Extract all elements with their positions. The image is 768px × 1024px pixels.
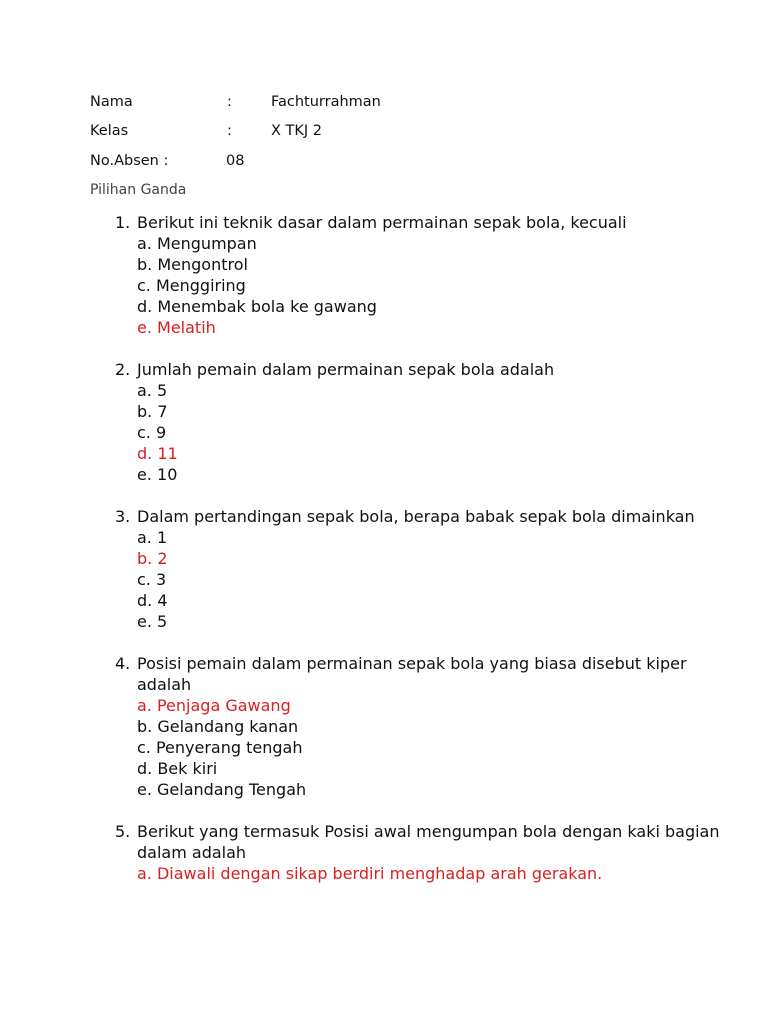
- class-label: Kelas: [90, 123, 129, 139]
- answer-option: b. Mengontrol: [137, 255, 248, 274]
- answer-option: d. 4: [137, 591, 168, 610]
- answer-option: d. Menembak bola ke gawang: [137, 297, 377, 316]
- name-colon: :: [227, 94, 232, 110]
- answer-option: c. Penyerang tengah: [137, 738, 303, 757]
- answer-option: e. Gelandang Tengah: [137, 780, 307, 799]
- answer-option: b. Gelandang kanan: [137, 717, 299, 736]
- question-number: 1.: [115, 213, 131, 232]
- question-number: 3.: [115, 507, 131, 526]
- question-list: [115, 212, 735, 905]
- answer-option: c. 9: [137, 423, 167, 442]
- class-value: X TKJ 2: [271, 123, 323, 139]
- question-text: Jumlah pemain dalam permainan sepak bola adalah: [137, 360, 555, 379]
- question-number: 5.: [115, 822, 131, 841]
- answer-option: a. 1: [137, 528, 168, 547]
- name-value: Fachturrahman: [271, 94, 381, 110]
- answer-option: c. 3: [137, 570, 167, 589]
- absen-row: [90, 151, 590, 171]
- question-number: 4.: [115, 654, 131, 673]
- answer-option: a. 5: [137, 381, 168, 400]
- question-item: [115, 359, 735, 485]
- name-label: Nama: [90, 94, 133, 110]
- answer-option-correct: b. 2: [137, 549, 168, 568]
- answer-option: a. Mengumpan: [137, 234, 257, 253]
- answer-option-correct: d. 11: [137, 444, 178, 463]
- question-item: [115, 212, 735, 338]
- question-item: [115, 506, 735, 632]
- answer-option: e. 10: [137, 465, 178, 484]
- class-colon: :: [227, 123, 232, 139]
- question-text: Berikut ini teknik dasar dalam permainan sepak bola, kecuali: [137, 213, 627, 232]
- question-text: Posisi pemain dalam permainan sepak bola yang biasa disebut kiper adalah: [137, 654, 687, 694]
- answer-option-correct: a. Penjaga Gawang: [137, 696, 291, 715]
- answer-option-correct: a. Diawali dengan sikap berdiri menghadap arah gerakan.: [137, 864, 603, 883]
- answer-option: e. 5: [137, 612, 168, 631]
- answer-option: d. Bek kiri: [137, 759, 218, 778]
- answer-option: c. Menggiring: [137, 276, 246, 295]
- question-item: [115, 821, 735, 884]
- absen-label: No.Absen :: [90, 153, 169, 169]
- question-number: 2.: [115, 360, 131, 379]
- answer-option: b. 7: [137, 402, 168, 421]
- question-text: Dalam pertandingan sepak bola, berapa babak sepak bola dimainkan: [137, 507, 695, 526]
- absen-value: 08: [226, 153, 245, 169]
- section-title: Pilihan Ganda: [90, 182, 187, 198]
- question-text: Berikut yang termasuk Posisi awal mengumpan bola dengan kaki bagian dalam adalah: [137, 822, 720, 862]
- answer-option-correct: e. Melatih: [137, 318, 216, 337]
- name-row: [90, 92, 590, 112]
- question-item: [115, 653, 735, 800]
- class-row: [90, 121, 590, 141]
